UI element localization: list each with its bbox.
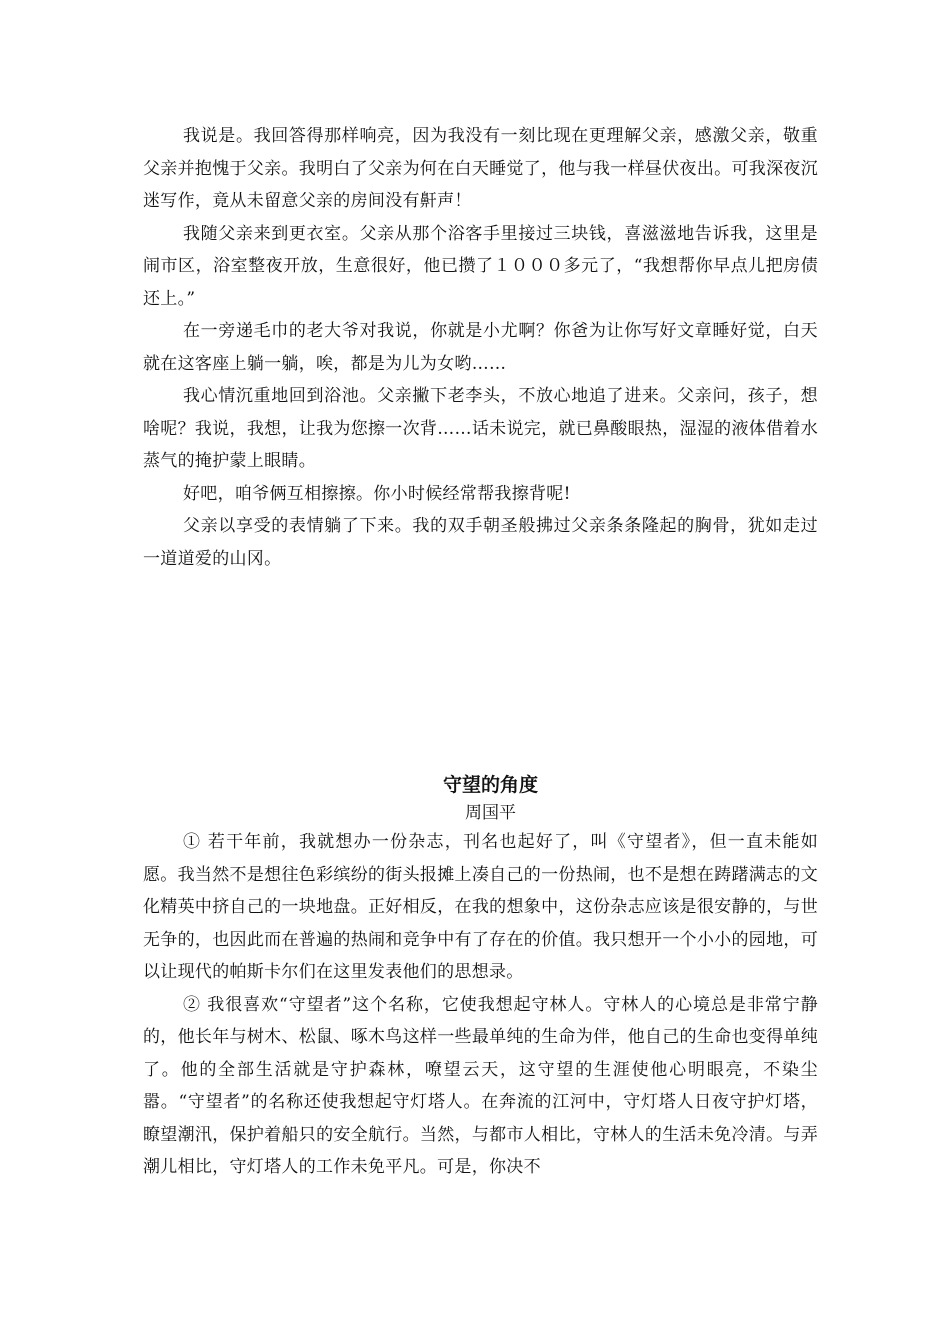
essay-section bbox=[143, 770, 818, 1184]
story-paragraph-1: 我说是。我回答得那样响亮，因为我没有一刻比现在更理解父亲，感激父亲，敬重父亲并抱愧于父亲。我明白了父亲为何在白天睡觉了，他与我一样昼伏夜出。可我深夜沉迷写作，竟从未留意父亲的房间没有鼾声！ bbox=[143, 126, 818, 211]
essay-title: 守望的角度 bbox=[442, 774, 538, 796]
story-paragraph-4: 我心情沉重地回到浴池。父亲撇下老李头，不放心地追了进来。父亲问，孩子，想啥呢？我说，我想，让我为您擦一次背……话未说完，就已鼻酸眼热，湿湿的液体借着水蒸气的掩护蒙上眼睛。 bbox=[143, 386, 818, 471]
story-paragraph-6: 父亲以享受的表情躺了下来。我的双手朝圣般拂过父亲条条隆起的胸骨，犹如走过一道道爱的山冈。 bbox=[143, 516, 818, 569]
story-ending-section bbox=[143, 120, 818, 575]
essay-paragraph-1: ① 若干年前，我就想办一份杂志，刊名也起好了，叫《守望者》，但一直未能如愿。我当然不是想往色彩缤纷的街头报摊上凑自己的一份热闹，也不是想在踌躇满志的文化精英中挤自己的一块地盘。正好相反，在我的想象中，这份杂志应该是很安静的，与世无争的，也因此而在普遍的热闹和竞争中有了存在的价值。我只想开一个小小的园地，可以让现代的帕斯卡尔们在这里发表他们的思想录。 bbox=[143, 832, 818, 982]
story-paragraph-3: 在一旁递毛巾的老大爷对我说，你就是小尤啊？你爸为让你写好文章睡好觉，白天就在这客座上躺一躺，唉，都是为儿为女哟…… bbox=[143, 321, 818, 374]
story-paragraph-5: 好吧，咱爷俩互相擦擦。你小时候经常帮我擦背呢! bbox=[183, 483, 571, 504]
essay-author: 周国平 bbox=[465, 803, 516, 823]
essay-paragraph-2: ② 我很喜欢“守望者”这个名称，它使我想起守林人。守林人的心境总是非常宁静的，他长年与树木、松鼠、啄木鸟这样一些最单纯的生命为伴，他自己的生命也变得单纯了。他的全部生活就是守护森林，嘹望云天，这守望的生涯使他心明眼亮，不染尘嚣。“守望者”的名称还使我想起守灯塔人。在奔流的江河中，守灯塔人日夜守护灯塔，瞭望潮汛，保护着船只的安全航行。当然，与都市人相比，守林人的生活未免冷清。与弄潮儿相比，守灯塔人的工作未免平凡。可是，你决不 bbox=[143, 994, 818, 1177]
story-paragraph-2: 我随父亲来到更衣室。父亲从那个浴客手里接过三块钱，喜滋滋地告诉我，这里是闹市区，浴室整夜开放，生意很好，他已攒了１０００多元了，“我想帮你早点儿把房债还上。” bbox=[143, 223, 818, 309]
